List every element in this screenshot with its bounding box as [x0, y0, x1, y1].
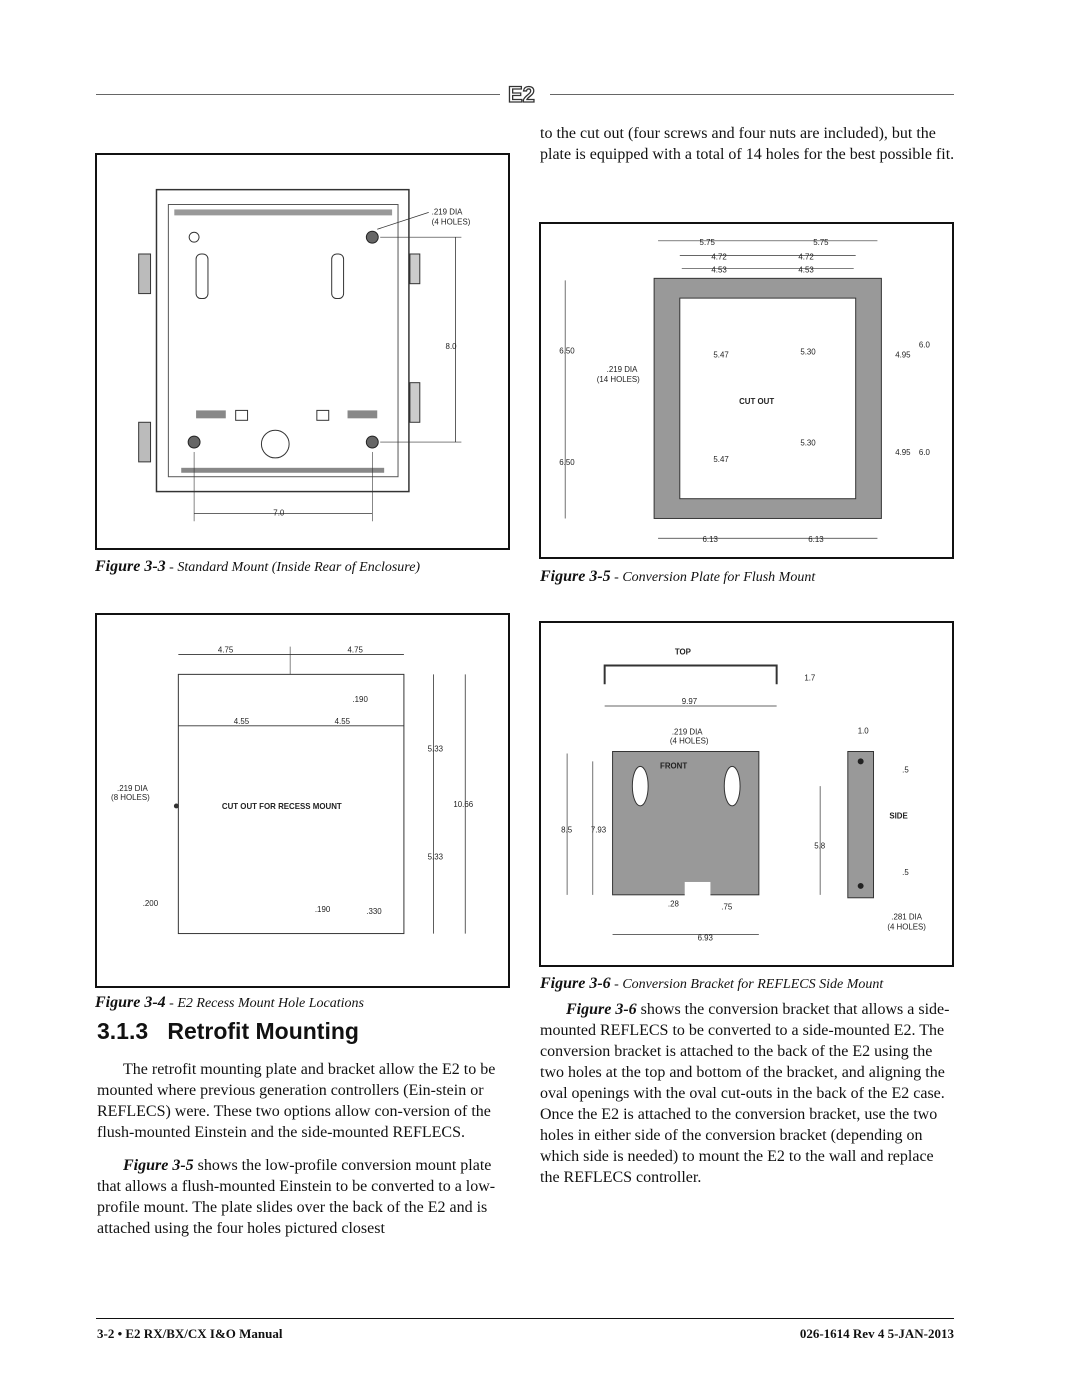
svg-text:6.50: 6.50	[559, 346, 575, 356]
svg-text:.190: .190	[314, 904, 331, 914]
figure-3-6-caption: Figure 3-6 - Conversion Bracket for REFLECS Side Mount	[540, 975, 884, 992]
svg-text:6.13: 6.13	[702, 535, 718, 545]
svg-text:6.0: 6.0	[918, 340, 930, 350]
svg-text:4.55: 4.55	[233, 716, 250, 726]
figure-3-3-caption: Figure 3-3 - Standard Mount (Inside Rear of Enclosure)	[95, 558, 421, 575]
paragraph-fig5: Figure 3-5 shows the low-profile conversion mount plate that allows a flush-mounted Einstein to be converted to a low-profile mount. The plate slides over the back of the E2 and is attached using the four holes pictured closest	[97, 1157, 496, 1237]
svg-text:6.0: 6.0	[918, 448, 930, 458]
svg-text:6.13: 6.13	[808, 535, 824, 545]
svg-text:5.33: 5.33	[427, 744, 444, 754]
svg-text:8.5: 8.5	[561, 825, 573, 835]
svg-text:5.75: 5.75	[813, 237, 829, 247]
svg-text:CUT OUT FOR RECESS MOUNT: CUT OUT FOR RECESS MOUNT	[221, 801, 342, 811]
svg-text:.219 DIA: .219 DIA	[606, 365, 638, 375]
svg-text:5.75: 5.75	[699, 237, 715, 247]
svg-text:9.97: 9.97	[681, 697, 698, 707]
svg-text:(4 HOLES): (4 HOLES)	[431, 217, 471, 227]
svg-text:7.93: 7.93	[590, 825, 607, 835]
figure-3-4	[95, 613, 510, 988]
svg-text:SIDE: SIDE	[889, 811, 908, 821]
svg-text:CUT OUT: CUT OUT	[739, 396, 775, 406]
svg-text:.5: .5	[902, 765, 909, 775]
figure-3-5-caption: Figure 3-5 - Conversion Plate for Flush Mount	[540, 568, 816, 585]
paragraph-intro: The retrofit mounting plate and bracket allow the E2 to be mounted where previous generation controllers (Ein-stein or REFLECS) were. These two options allow con-version of the flush-mounted Einstein and the side-mounted REFLECS.	[97, 1061, 496, 1141]
svg-text:(14 HOLES): (14 HOLES)	[596, 375, 640, 385]
svg-text:.330: .330	[366, 906, 382, 916]
svg-text:TOP: TOP	[674, 647, 691, 657]
svg-text:4.95: 4.95	[895, 350, 911, 360]
footer-left: 3-2 • E2 RX/BX/CX I&O Manual	[97, 1326, 283, 1341]
svg-text:.281 DIA: .281 DIA	[891, 912, 923, 922]
svg-text:5.30: 5.30	[800, 347, 816, 357]
svg-text:6.50: 6.50	[559, 458, 575, 468]
svg-text:(4 HOLES): (4 HOLES)	[669, 736, 709, 746]
svg-text:1.7: 1.7	[804, 673, 816, 683]
svg-text:8.0: 8.0	[445, 342, 457, 352]
footer-rule	[96, 1318, 954, 1319]
svg-text:4.75: 4.75	[217, 645, 234, 655]
svg-text:5.8: 5.8	[814, 841, 826, 851]
svg-text:1.0: 1.0	[857, 726, 869, 736]
footer-right: 026-1614 Rev 4 5-JAN-2013	[799, 1326, 954, 1341]
right-column-top-text: to the cut out (four screws and four nuts are included), but the plate is equipped with a total of 14 holes for the best possible fit.	[540, 125, 955, 163]
e2-logo	[500, 80, 550, 108]
svg-text:(8 HOLES): (8 HOLES)	[111, 793, 150, 803]
svg-text:.219 DIA: .219 DIA	[671, 727, 703, 737]
svg-text:.219 DIA: .219 DIA	[117, 784, 148, 794]
svg-text:.28: .28	[667, 899, 679, 909]
figure-3-4-caption: Figure 3-4 - E2 Recess Mount Hole Locations	[95, 994, 364, 1011]
svg-text:.75: .75	[721, 902, 733, 912]
svg-text:5.47: 5.47	[713, 455, 729, 465]
svg-text:4.75: 4.75	[347, 645, 363, 655]
svg-text:E2: E2	[508, 82, 535, 107]
svg-text:.219 DIA: .219 DIA	[431, 207, 463, 217]
figure-3-5	[539, 222, 954, 559]
svg-text:4.95: 4.95	[895, 448, 911, 458]
section-heading: 3.1.3 Retrofit Mounting	[97, 1018, 359, 1044]
svg-text:4.53: 4.53	[798, 265, 814, 275]
figure-3-3	[95, 153, 510, 550]
svg-text:.200: .200	[142, 898, 159, 908]
svg-text:5.30: 5.30	[800, 438, 816, 448]
svg-text:5.47: 5.47	[713, 350, 729, 360]
svg-text:10.66: 10.66	[453, 799, 474, 809]
svg-text:.190: .190	[352, 695, 368, 705]
svg-text:4.53: 4.53	[711, 265, 727, 275]
svg-text:4.72: 4.72	[711, 252, 727, 262]
svg-text:4.55: 4.55	[334, 716, 351, 726]
left-column-text	[97, 1059, 509, 1251]
svg-text:7.0: 7.0	[273, 508, 285, 518]
svg-text:5.33: 5.33	[427, 852, 444, 862]
svg-text:FRONT: FRONT	[660, 761, 688, 771]
svg-text:6.93: 6.93	[697, 933, 713, 943]
right-column-bottom-text: Figure 3-6 shows the conversion bracket that allows a side-mounted REFLECS to be converted to a side-mounted E2. The conversion bracket is attached to the back of the E2 using the two holes at the top and bottom of the bracket, and aligning the oval openings with the oval cut-outs in the back of the E2 case. Once the E2 is attached to the conversion bracket, use the two holes in either side of the conversion bracket (depending on which side is needed) to mount the E2 to the wall and replace the REFLECS controller.	[540, 1001, 950, 1186]
figure-3-6	[539, 621, 954, 967]
svg-text:.5: .5	[902, 868, 909, 878]
svg-text:(4 HOLES): (4 HOLES)	[887, 922, 926, 932]
svg-text:4.72: 4.72	[798, 252, 814, 262]
